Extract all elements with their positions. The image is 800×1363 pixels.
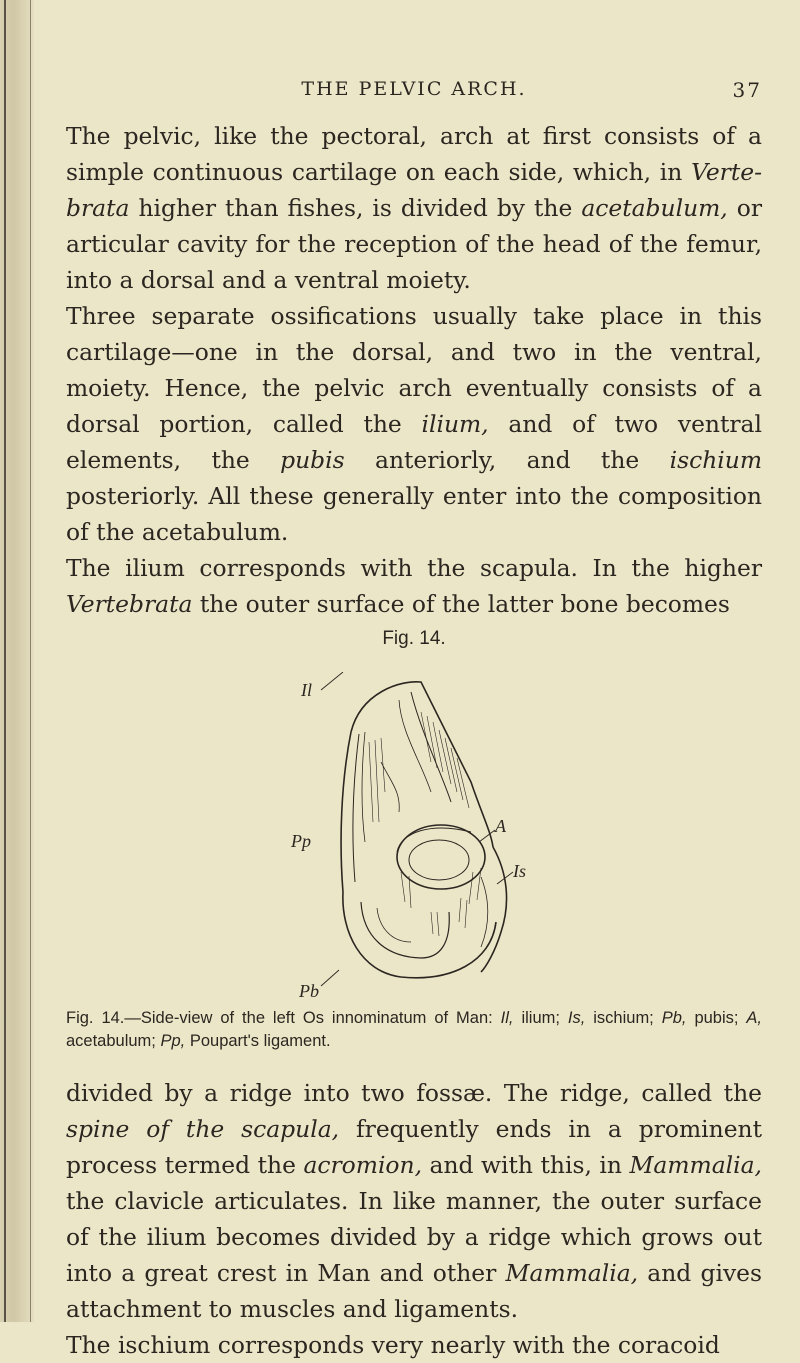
os-innominatum-illustration [281, 672, 551, 1002]
paragraph: Three separate ossifications usually take place in this cartilage—one in the dorsal, and two in the ventral, moiety. Hence, the pelvic arch eventually consists of a dorsal portion, called the ilium, and of two ventral elements, the pubis anteriorly, and the ischium posteriorly. All these generally enter into the composition of the acetabulum. [66, 302, 762, 546]
binding-shadow-line [30, 0, 31, 1322]
label-ilium: Il [301, 680, 312, 700]
paragraph: divided by a ridge into two fossæ. The ridge, called the spine of the scapula, frequently ends in a prominent process termed the acromion, and with this, in Mammalia, the clavicle articulates. In like manner, the outer surface of the ilium becomes divided by a ridge which grows out into a great crest in Man and other Mammalia, and gives attachment to muscles and ligaments. [66, 1079, 762, 1323]
figure-caption: Fig. 14.—Side-view of the left Os innominatum of Man: Il, ilium; Is, ischium; Pb, pubis; A, acetabulum; Pp, Poupart's ligament. [66, 1009, 763, 1050]
binding-shadow-line [4, 0, 6, 1322]
label-pubis: Pb [299, 981, 319, 1001]
page-number: 37 [732, 78, 762, 102]
figure [66, 628, 762, 1003]
book-page [66, 78, 762, 1363]
paragraph: The pelvic, like the pectoral, arch at first consists of a simple continuous cartilage on each side, which, in Verte-brata higher than fishes, is divided by the acetabulum, or articular cavity for the reception of the head of the femur, into a dorsal and a ventral moiety. [66, 122, 763, 294]
label-ischium: Is [513, 861, 526, 881]
label-pouparts-ligament: Pp [291, 831, 311, 851]
label-acetabulum: A [495, 816, 506, 836]
paragraph: The ilium corresponds with the scapula. In the higher Vertebrata the outer surface of the latter bone becomes [66, 554, 762, 618]
figure-title: Fig. 14. [382, 628, 446, 649]
running-title: THE PELVIC ARCH. [301, 78, 527, 100]
paragraph: The ischium corresponds very nearly with the coracoid [66, 1331, 720, 1359]
running-head [66, 78, 762, 118]
